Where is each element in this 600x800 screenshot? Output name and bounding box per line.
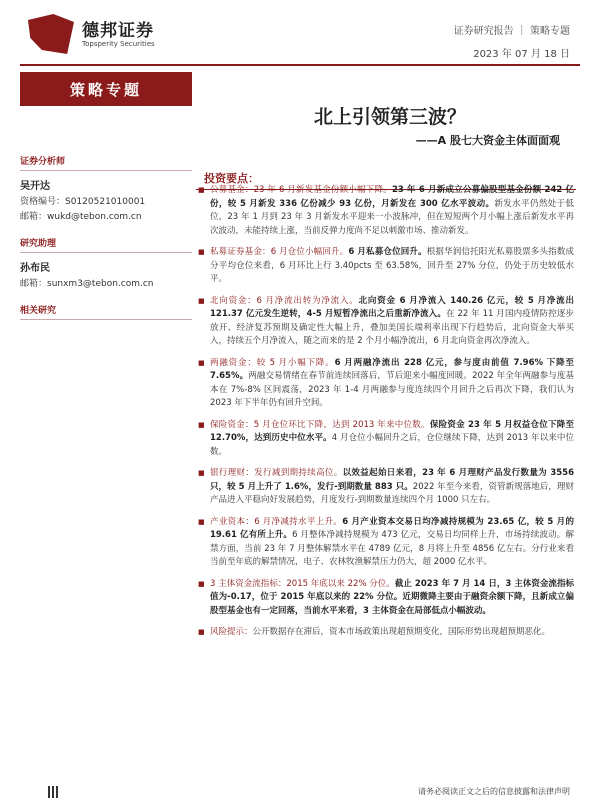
point-bold: 保险资金 23 年 5 月权益仓位下降至 12.70%，达到历史中位水平。 (210, 419, 574, 443)
report-footer (0, 780, 600, 800)
analyst-cert: 资格编号：S0120521010001 (20, 197, 146, 207)
point-bold: 北向资金 6 月净流入 140.26 亿元，较 5 月净流出 121.37 亿元发生逆转，4-5 月短暂净流出之后重新净流入。 (210, 295, 574, 319)
analyst-name: 吴开达 (20, 181, 50, 192)
point-lead: 银行理财：发行减到期持续高位。 (210, 468, 343, 478)
assistant-name: 孙布民 (20, 263, 50, 274)
point-bank-wealth (198, 467, 574, 508)
point-bold: 6 月两融净流出 228 亿元，参与度由前值 7.96% 下降至 7.65%。 (210, 357, 574, 381)
qr-code-icon (48, 786, 60, 798)
report-type: 证券研究报告 ｜ 策略专题 (453, 26, 570, 37)
point-bold: 6 月产业资本交易日均净减持规模为 23.65 亿，较 5 月的 19.61 亿有所上升。 (210, 516, 574, 540)
key-points-list (198, 184, 574, 648)
report-date: 2023 年 07 月 18 日 (473, 49, 570, 60)
key-points-heading: 投资要点： (196, 168, 576, 190)
point-text: 新发水平仍然处于低位，23 年 1 月到 23 年 3 月新发水平迎来一小波脉冲，但在短短两个月小幅上涨后新发水平再次波动，未能持续上涨，当前反弹力度尚不足以刺激市场、推动新发。 (210, 198, 574, 236)
point-bold: 截止 2023 年 7 月 14 日，3 主体资金流指标值为-0.17，位于 2015 年底以来的 22% 分位。近期微降主要由于融资余额下降，且新成立偏股型基金也有一定回落，当前水平来看，3 主体资金在局部低点小幅波动。 (210, 578, 574, 616)
point-lead: 两融资金：较 5 月小幅下降。 (210, 357, 335, 368)
point-private-funds (198, 246, 574, 287)
point-text: 6 月整体净减持规模为 473 亿元，交易日均同样上升，市场持续波动。解禁方面，当前 23 年 7 月整体解禁水平在 4789 亿元，8 月将上升至 4856 亿左右。分行业来看当前至年底的解禁情况，电子、农林牧渔解禁压力仍大，超 2000 亿水平。 (210, 530, 574, 567)
point-bold: 23 年 6 月新成立公募偏股型基金份额 242 亿份，较 5 月新发 336 亿份减少 93 亿份，月新发在 300 亿水平波动。 (210, 185, 574, 209)
point-mutual-funds (198, 184, 574, 238)
point-lead: 产业资本：6 月净减持水平上升。 (210, 516, 343, 527)
related-research-heading: 相关研究 (20, 303, 192, 320)
disclaimer-text: 请务必阅读正文之后的信息披露和法律声明 (418, 787, 570, 796)
point-risk-warning (198, 626, 574, 640)
point-text: 4 月仓位小幅回升之后，仓位继续下降，达到 2013 年以来中位数。 (210, 433, 575, 457)
point-insurance (198, 419, 574, 460)
page-subtitle: ——A 股七大资金主体面面观 (415, 134, 560, 147)
point-margin (198, 357, 574, 411)
section-label: 策略专题 (20, 72, 192, 106)
point-northbound (198, 295, 574, 349)
brand-name-en: Topsperity Securities (82, 40, 155, 48)
point-lead: 风险提示： (210, 627, 253, 637)
page-title: 北上引领第三波？ (313, 106, 466, 128)
assistant-email[interactable]: 邮箱：sunxm3@tebon.com.cn (20, 279, 154, 289)
point-text: 2022 年至今来看，资管新规落地后，理财产品进入平稳向好发展趋势，月度发行-到期数量连续四个月 1000 只左右。 (210, 481, 574, 505)
point-bold: 以效益起始日来看，23 年 6 月理财产品发行数量为 3556 只，较 5 月上升了 1.6%，发行-到期数量 883 只。 (210, 468, 574, 492)
analyst-heading: 证券分析师 (20, 154, 192, 171)
point-lead: 北向资金：6 月净流出转为净流入。 (210, 295, 359, 306)
point-bold: 6 月私募仓位回升。 (348, 247, 427, 257)
point-industrial-capital (198, 516, 574, 570)
point-lead: 公募基金：23 年 6 月新发基金份额小幅下降。 (210, 185, 392, 195)
brand-name: 德邦证券 (82, 21, 154, 41)
point-lead: 3 主体资金流指标：2015 年底以来 22% 分位。 (210, 578, 395, 589)
point-text: 两融交易情绪在春节前连续回落后，节后迎来小幅度回暖。2022 年全年两融参与度基本在 7%-8% 区间震荡，2023 年 1-4 月两融参与度连续四个月回升之后再次下降，我们认为 2023 年下半年仍有回升空间。 (210, 371, 574, 408)
point-lead: 保险资金：5 月仓位环比下降，达到 2013 年来中位数。 (210, 419, 430, 430)
analyst-email[interactable]: 邮箱：wukd@tebon.com.cn (20, 212, 142, 222)
assistant-heading: 研究助理 (20, 236, 192, 253)
point-text: 在 22 年 11 月国内疫情防控逐步放开、经济复苏预期及确定性大幅上升，叠加美国长端利率出现下行趋势后，北向资金大举买入，持续五个月净流入，随之而来的是 2 个月小幅净流出，6 月北向资金再次净流入。 (210, 309, 574, 346)
point-text: 根据华润信托阳光私募股票多头指数成分平均仓位来看，6 月环比上行 3.40pcts 至 63.58%，回升至 27% 分位，仍处于历史较低水平。 (210, 247, 574, 284)
sidebar (20, 72, 192, 320)
point-lead: 私募证券基金：6 月仓位小幅回升。 (210, 247, 349, 257)
company-logo (28, 14, 74, 54)
report-header (0, 0, 600, 70)
header-divider (20, 64, 580, 66)
point-text: 公开数据存在滞后，资本市场政策出现超预期变化，国际形势出现超预期恶化。 (252, 627, 551, 637)
point-fund-flow-indicator (198, 578, 574, 619)
